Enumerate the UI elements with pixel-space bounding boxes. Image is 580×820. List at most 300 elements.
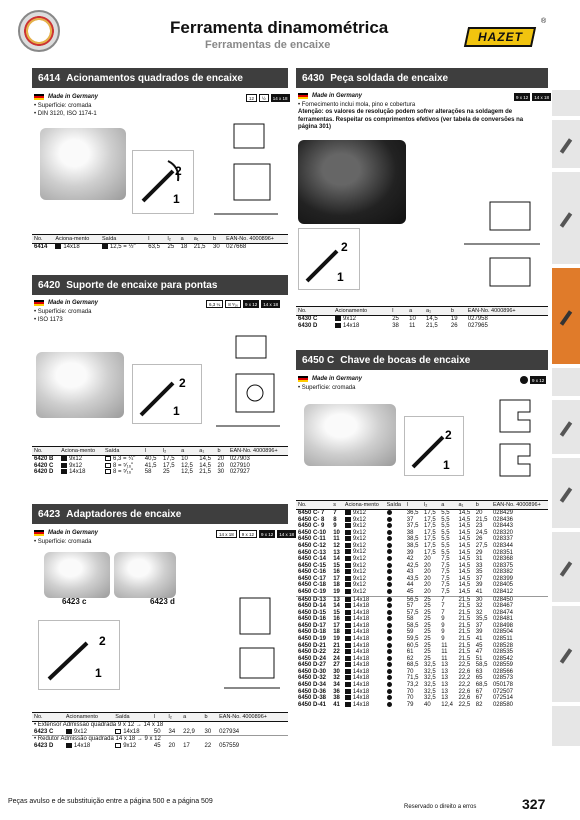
table-row[interactable] (296, 669, 548, 676)
cell: 25 (424, 636, 431, 643)
col-header: l (143, 447, 161, 456)
table-row[interactable] (296, 589, 548, 596)
cell: 35,5 (475, 616, 488, 623)
cell (113, 729, 152, 736)
cell-text: 14x18 (343, 322, 360, 329)
cell: 18 (333, 582, 340, 589)
cell: 68,5 (406, 662, 419, 669)
cell: 7 (441, 609, 445, 616)
open-end-icon (387, 549, 392, 554)
section-code: 6450 C (302, 354, 335, 366)
col-header: a₁ (424, 307, 449, 316)
category-tab-1[interactable] (552, 90, 580, 116)
section-name: Peça soldada de encaixe (330, 72, 449, 84)
square-drive-icon (345, 702, 351, 707)
cell: 21,5 (199, 469, 211, 476)
cell: 25 (424, 616, 431, 623)
made-in-germany (34, 300, 98, 306)
cell: 22,6 (458, 668, 471, 675)
table-row[interactable] (296, 662, 548, 669)
cell (385, 582, 405, 589)
cell: 050178 (492, 682, 513, 689)
table-row[interactable] (296, 636, 548, 643)
bullet: • Superfície: cromada (298, 385, 356, 391)
cell: 25 (424, 655, 431, 662)
cell-text: 14x18 (352, 662, 370, 669)
table-row[interactable] (296, 656, 548, 663)
cell: 13 (441, 688, 448, 695)
cell: 9 (441, 616, 445, 623)
cell-text: 8 = ⁵⁄₁₆" (113, 462, 134, 469)
table-row[interactable] (296, 643, 548, 650)
table-row[interactable] (296, 689, 548, 696)
cell: 9 (441, 636, 445, 643)
cell (385, 656, 405, 663)
cell: 6450 C-14 (298, 556, 327, 563)
cell (343, 643, 385, 650)
cell: 028337 (492, 536, 513, 543)
square-output-icon (115, 743, 121, 748)
cell: 34 (168, 728, 176, 735)
torque-gauge-icon (18, 10, 60, 52)
cell (100, 244, 146, 251)
cell: 7,5 (441, 582, 450, 589)
square-drive-icon (345, 569, 351, 574)
table-row[interactable] (296, 596, 548, 603)
cell: 38 (333, 695, 340, 702)
open-end-icon (387, 669, 392, 674)
table-header (32, 235, 288, 244)
table-row[interactable] (296, 582, 548, 589)
square-drive-icon (345, 523, 351, 528)
cell (343, 510, 385, 517)
table-row[interactable] (296, 523, 548, 530)
table-header (32, 713, 288, 722)
cell-text: 14x18 (352, 701, 370, 708)
photo-label-6423d: 6423 d (150, 597, 175, 606)
cell: 6450 D-27 (298, 662, 327, 669)
made-label: Made in Germany (48, 300, 99, 306)
square-drive-icon (345, 530, 351, 535)
cell: 17,5 (424, 536, 436, 543)
cell: 027668 (226, 244, 247, 251)
open-end-icon (387, 702, 392, 707)
square-drive-icon (345, 636, 351, 641)
cell: 17 (333, 622, 340, 629)
bullets-6430 (298, 101, 415, 109)
col-header: a₁ (192, 235, 211, 244)
cell: 6450 C- 7 (298, 510, 325, 517)
category-tab-8[interactable] (552, 532, 580, 602)
square-drive-icon (345, 623, 351, 628)
table-row[interactable] (296, 702, 548, 709)
cell (385, 623, 405, 630)
cell (64, 729, 113, 736)
cell: 028559 (492, 662, 513, 669)
section-header-6430 (296, 68, 548, 88)
bullets-6450 (298, 384, 355, 392)
cell: 028405 (492, 582, 513, 589)
col-header: l₂ (422, 501, 439, 510)
table-row[interactable] (296, 695, 548, 702)
table-row[interactable] (32, 244, 288, 251)
cell-text: 14x18 (352, 688, 370, 695)
cell: 13 (441, 695, 448, 702)
photo-label-6423c: 6423 c (62, 597, 87, 606)
table-row[interactable] (296, 569, 548, 576)
cell (343, 523, 385, 530)
cell: 14 (333, 603, 340, 610)
cell: 45 (153, 742, 161, 749)
col-header: EAN-No. 4000896+ (228, 447, 288, 456)
table-row[interactable] (296, 510, 548, 517)
cell: 25 (422, 596, 439, 603)
cell: 6420 D (34, 469, 54, 476)
cell (343, 517, 385, 524)
cell: 028474 (492, 609, 513, 616)
pliers-icon (560, 487, 572, 502)
dimension-drawing-6430 (460, 196, 544, 300)
open-end-icon (387, 662, 392, 667)
cell: 14,5 (458, 536, 471, 543)
cell (385, 549, 405, 556)
square-drive-icon (345, 597, 351, 602)
square-drive-icon (55, 244, 61, 249)
section-code: 6423 (38, 508, 61, 520)
cell: 17,5 (424, 516, 436, 523)
cell: 32,5 (424, 688, 436, 695)
cell: 32 (475, 609, 483, 616)
cell: 65 (475, 675, 483, 682)
cell: 13 (331, 596, 343, 603)
germany-flag-icon (298, 93, 308, 99)
cell: 58,5 (406, 622, 419, 629)
cell: 9 (333, 523, 337, 530)
cell: 027903 (229, 456, 250, 463)
col-header: l (152, 713, 167, 722)
cell: 18 (333, 629, 340, 636)
cell (53, 244, 100, 251)
ratchet-arrows-icon (133, 365, 201, 423)
product-photo-6423d (114, 552, 176, 598)
cell-text: 9x12 (352, 542, 366, 549)
cell: 37,5 (406, 523, 419, 530)
bullet: • Superfície: cromada (34, 103, 92, 109)
cell: 21,5 (475, 516, 488, 523)
cell-text: 14x18 (352, 622, 370, 629)
cell-text: 9x12 (343, 316, 357, 323)
table-row[interactable] (32, 469, 288, 476)
cell: 27 (333, 662, 340, 669)
col-header: No. (296, 307, 333, 316)
cell: 6450 D-34 (298, 682, 327, 689)
cell: 6450 D-32 (298, 675, 327, 682)
cell: 20 (424, 556, 431, 563)
cell-text: 8 = ⁵⁄₁₆" (113, 469, 134, 476)
cell: 028443 (492, 523, 513, 530)
cell: 22,9 (183, 728, 195, 735)
welding-notice: Atenção: os valores de resolução podem sofrer alterações na soldagem de ferramentas. Respeitar os comprimentos efetivos (ver tabela de conversões na página 301) (298, 109, 524, 130)
table-row[interactable] (296, 576, 548, 583)
col-header: No. (32, 235, 53, 244)
square-drive-icon (345, 582, 351, 587)
cell-text: 9x12 (352, 556, 366, 563)
table-row[interactable] (32, 463, 288, 470)
cell: 15 (333, 562, 340, 569)
table-row[interactable] (296, 629, 548, 636)
cell: 22,2 (458, 675, 471, 682)
table-row[interactable] (32, 743, 288, 750)
chip: 14 x 18 (272, 95, 288, 101)
cell: 21,5 (458, 655, 471, 662)
cell: 41 (333, 701, 340, 708)
cell-text: 14x18 (69, 469, 86, 476)
cell: 14,5 (458, 575, 471, 582)
square-drive-icon (345, 549, 351, 554)
cell: 6450 C-11 (298, 536, 326, 543)
table-row[interactable] (296, 316, 548, 323)
made-in-germany (34, 94, 98, 100)
cell: 23 (475, 523, 483, 530)
chip: 9 x 12 (532, 377, 545, 383)
cell-text: 9x12 (352, 575, 366, 582)
open-end-icon (387, 556, 392, 561)
cell-text: 9x12 (352, 589, 366, 596)
group-row (32, 722, 288, 729)
svg-text:2: 2 (99, 634, 106, 648)
cell (385, 589, 405, 596)
cell: 028412 (492, 588, 513, 595)
cell: 21,5 (426, 322, 438, 329)
cell: 14,5 (458, 529, 471, 536)
cell (385, 682, 405, 689)
cell: 028368 (492, 556, 513, 563)
usage-diagram-6430 (298, 228, 360, 290)
cell: 7 (441, 603, 445, 610)
category-tab-5[interactable] (552, 368, 580, 396)
cell: 11 (409, 322, 416, 329)
cell: 7,5 (441, 569, 450, 576)
cell: 13 (441, 662, 448, 669)
cell: 028351 (492, 549, 513, 556)
cell: 14,5 (458, 588, 471, 595)
category-tab-2[interactable] (552, 120, 580, 168)
cell: 10 (409, 316, 416, 323)
cell: 6450 D-38 (298, 695, 327, 702)
cell-text: 14x18 (352, 682, 370, 689)
cell: 24,5 (475, 529, 488, 536)
category-tab-10[interactable] (552, 706, 580, 746)
cell: 30 (333, 668, 340, 675)
cell: 16 (333, 569, 340, 576)
square-drive-icon (345, 662, 351, 667)
square-drive-icon (345, 669, 351, 674)
table-row[interactable] (296, 682, 548, 689)
bullet: • Superfície: cromada (34, 539, 92, 545)
product-photo-6414 (40, 128, 126, 200)
square-drive-icon (345, 695, 351, 700)
cell: 32,5 (424, 668, 436, 675)
cell: 73,2 (406, 682, 419, 689)
cell: 58 (144, 469, 152, 476)
cell: 37 (406, 516, 414, 523)
open-end-icon (387, 536, 392, 541)
cell: 20 (475, 510, 483, 517)
category-tab-9[interactable] (552, 606, 580, 702)
col-header: b (211, 235, 224, 244)
open-end-icon (520, 376, 528, 384)
cell: 39 (475, 582, 483, 589)
table-row[interactable] (296, 556, 548, 563)
cell (385, 689, 405, 696)
page-title: Ferramenta dinamométrica (170, 18, 389, 37)
table-row[interactable] (296, 563, 548, 570)
col-header: Saída (385, 501, 405, 510)
cell: 57,5 (406, 609, 419, 616)
square-drive-icon (345, 643, 351, 648)
cell: 63 (475, 668, 483, 675)
cell: 68,5 (475, 682, 488, 689)
cell: 22,6 (458, 695, 471, 702)
dimension-drawing-svg (460, 196, 544, 300)
usage-diagram-6414 (132, 150, 194, 214)
table-row[interactable] (296, 616, 548, 623)
cell: 32 (333, 675, 340, 682)
cell: 028511 (492, 636, 513, 643)
cell (385, 649, 405, 656)
table-header (296, 307, 548, 316)
cell: 79 (406, 701, 414, 708)
product-photo-6430 (298, 140, 406, 224)
table-row[interactable] (296, 517, 548, 524)
col-header: Acionamento (333, 307, 390, 316)
dimension-drawing-svg (222, 588, 284, 694)
table-row[interactable] (296, 675, 548, 682)
cell: 6450 D-16 (298, 616, 327, 623)
cell: 6450 D-18 (298, 629, 327, 636)
cell: 6450 C-19 (298, 588, 327, 595)
svg-text:1: 1 (443, 458, 450, 472)
category-tab-7[interactable] (552, 458, 580, 528)
cell: 12,5 (181, 462, 193, 469)
cell: 14,5 (199, 456, 211, 463)
cell: 14,5 (458, 582, 471, 589)
col-header: EAN-No. 4000896+ (217, 713, 288, 722)
cell: 6450 D-13 (296, 596, 331, 603)
cell: 11 (441, 642, 448, 649)
cell: 25 (424, 609, 431, 616)
cell: 57 (406, 603, 414, 610)
cell: 22,6 (458, 688, 471, 695)
cell: 17 (333, 575, 340, 582)
col-header: EAN-No. 4000896+ (491, 501, 548, 510)
cell: 14,5 (458, 542, 471, 549)
open-end-icon (387, 623, 392, 628)
cell: 028399 (492, 575, 513, 582)
bullets-6420 (34, 308, 91, 324)
cell: 21,5 (458, 603, 471, 610)
table-row[interactable] (296, 530, 548, 537)
open-end-icon (387, 543, 392, 548)
category-tab-6[interactable] (552, 400, 580, 454)
section-code: 6420 (38, 279, 61, 291)
open-end-icon (387, 682, 392, 687)
cell: 7,5 (441, 575, 450, 582)
square-drive-icon (345, 556, 351, 561)
cell (343, 530, 385, 537)
table-row[interactable] (32, 456, 288, 463)
cell-text: 14x18 (352, 655, 370, 662)
dimension-drawing-6450 (470, 392, 546, 488)
cell: 14,5 (458, 510, 471, 517)
table-row[interactable] (296, 610, 548, 617)
cell: 028504 (492, 629, 513, 636)
hammer-icon (560, 648, 572, 663)
table-row[interactable] (296, 323, 548, 330)
cell: 51 (475, 655, 483, 662)
table-row[interactable] (296, 603, 548, 610)
cell: 14,5 (458, 549, 471, 556)
chip: ½ (259, 94, 269, 102)
made-in-germany (298, 93, 362, 99)
table-row[interactable] (296, 543, 548, 550)
chip: 9 x 12 (239, 530, 257, 538)
cell: 8 (333, 516, 337, 523)
cell: 12 (333, 542, 340, 549)
spec-table-6430 (296, 306, 548, 329)
svg-text:2: 2 (175, 164, 182, 178)
cell: 17,5 (162, 462, 175, 469)
cell-text: 9x12 (352, 510, 366, 517)
table-row[interactable] (296, 549, 548, 556)
open-end-icon (387, 569, 392, 574)
chip: 9 x 12 (261, 531, 274, 537)
cell: 58 (406, 616, 414, 623)
col-header: a (179, 235, 192, 244)
cell: 14,5 (458, 569, 471, 576)
cell (385, 616, 405, 623)
tool-icon (560, 138, 572, 153)
section-code: 6430 (302, 72, 325, 84)
cell (343, 669, 385, 676)
category-tab-torque[interactable] (552, 268, 580, 364)
category-tab-3[interactable] (552, 172, 580, 264)
table-row[interactable] (296, 536, 548, 543)
col-header: No. (32, 447, 59, 456)
cell-text: 12,5 = ½" (109, 244, 136, 251)
square-output-icon (115, 729, 121, 734)
chip: 6,3 ¼ (206, 300, 223, 308)
drive-chips-6420 (206, 300, 280, 308)
table-row[interactable] (32, 729, 288, 736)
cell: 10 (333, 529, 340, 536)
cell: 45 (475, 642, 483, 649)
section-name: Acionamentos quadrados de encaixe (66, 72, 243, 84)
table-row[interactable] (296, 623, 548, 630)
cell: 5,5 (441, 536, 450, 543)
col-header: l (390, 307, 407, 316)
cell: 072514 (492, 695, 513, 702)
cell: 5,5 (441, 523, 450, 530)
section-name: Suporte de encaixe para pontas (66, 279, 218, 291)
open-end-icon (387, 589, 392, 594)
table-row[interactable] (296, 649, 548, 656)
bullets-6414 (34, 102, 97, 118)
open-end-icon (387, 695, 392, 700)
open-end-icon (387, 597, 392, 602)
cell (59, 469, 103, 476)
cell (64, 743, 113, 750)
